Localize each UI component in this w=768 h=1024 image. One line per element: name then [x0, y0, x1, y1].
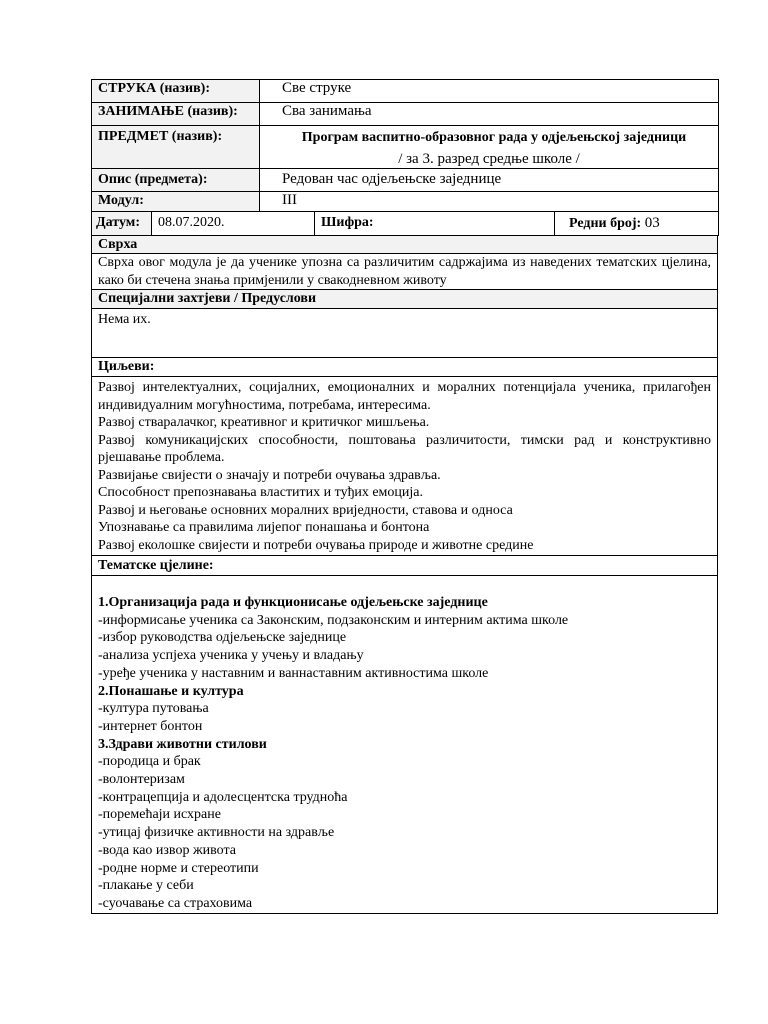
- teme-item: -утицај физичке активности на здравље: [98, 825, 335, 841]
- teme-list: [92, 576, 718, 914]
- row-svrha-heading: [92, 236, 718, 254]
- teme-item: -уређе ученика у наставним и ваннаставним активностима школе: [98, 665, 489, 681]
- teme-item: -породица и брак: [98, 754, 201, 770]
- teme-item: -родне норме и стереотипи: [98, 860, 259, 876]
- teme-item: -контрацепција и адолесцентска трудноћа: [98, 789, 348, 805]
- zanimanje-value: Сва занимања: [260, 103, 719, 126]
- teme-item: -плакање у себи: [98, 878, 194, 894]
- svrha-text: Сврха овог модула је да ученике упозна са различитим садржајима из наведених тематских цјелина, како би стечена знања примјенили у свакодневном животу: [92, 254, 718, 290]
- cilj-item: Развијање свијести о значају и потреби очувања здравља.: [98, 467, 441, 483]
- predmet-value: [260, 126, 719, 169]
- teme-item: -култура путовања: [98, 701, 209, 717]
- row-zahtjevi-heading: [92, 290, 718, 309]
- cilj-item: Развој стваралачког, креативног и критичког мишљења.: [98, 415, 430, 430]
- teme-item: -поремећаји исхране: [98, 807, 221, 823]
- opis-label: Опис (предмета):: [92, 169, 260, 192]
- predmet-subtitle: / за 3. разред средње школе /: [398, 150, 580, 167]
- zanimanje-label: ЗАНИМАЊЕ (назив):: [92, 103, 260, 126]
- teme-heading: Тематске цјелине:: [92, 556, 718, 576]
- sifra-label: Шифра:: [315, 212, 555, 235]
- row-zanimanje: [92, 103, 719, 126]
- struka-value: Све струке: [260, 80, 719, 103]
- row-struka: [92, 80, 719, 103]
- ciljevi-list: [92, 377, 718, 556]
- datum-label: Датум:: [92, 212, 152, 235]
- row-opis: [92, 169, 719, 192]
- teme-section3-title: 3.Здрави животни стилови: [98, 736, 267, 752]
- redni-cell: [555, 212, 719, 235]
- zahtjevi-heading: Специјални захтјеви / Предуслови: [92, 290, 718, 309]
- row-modul: [92, 192, 719, 212]
- content-table: [91, 236, 718, 914]
- teme-item: -избор руководства одјељењске заједнице: [98, 630, 347, 646]
- cilj-item: Развој и његовање основних моралних вриједности, ставова и односа: [98, 502, 513, 518]
- row-predmet: [92, 126, 719, 169]
- teme-item: -вода као извор живота: [98, 842, 236, 858]
- row-teme-heading: [92, 556, 718, 576]
- modul-label: Модул:: [92, 192, 260, 212]
- predmet-label: ПРЕДМЕТ (назив):: [92, 126, 260, 169]
- cilj-item: Упознавање са правилима лијепог понашања и бонтона: [98, 520, 430, 535]
- teme-item: -суочавање са страховима: [98, 895, 253, 911]
- struka-label: СТРУКА (назив):: [92, 80, 260, 103]
- meta-table: [91, 212, 719, 236]
- document-page: [91, 79, 718, 914]
- cilj-item: Развој интелектуалних, социјалних, емоционалних и моралних потенцијала ученика, прилагођен индивидуалним могућностима, потребама, интересима.: [98, 380, 711, 413]
- teme-item: -анализа успјеха ученика у учењу и владању: [98, 648, 364, 664]
- row-svrha-text: [92, 254, 718, 290]
- cilj-item: Развој еколошке свијести и потреби очувања природе и животне средине: [98, 537, 534, 553]
- modul-value: III: [260, 192, 719, 212]
- cilj-item: Развој комуникацијских способности, поштовања различитости, тимски рад и конструктивно рјешавање проблема.: [98, 432, 711, 465]
- teme-item: -информисање ученика са Законским, подзаконским и интерним актима школе: [98, 612, 569, 628]
- ciljevi-heading: Циљеви:: [92, 358, 718, 377]
- teme-item: -интернет бонтон: [98, 718, 203, 734]
- teme-section1-title: 1.Организација рада и функционисање одјељењске заједнице: [98, 595, 488, 610]
- svrha-heading: Сврха: [92, 236, 718, 254]
- row-ciljevi-list: [92, 377, 718, 556]
- redni-value: 03: [644, 215, 660, 231]
- row-ciljevi-heading: [92, 358, 718, 377]
- header-table: [91, 79, 719, 212]
- datum-value: 08.07.2020.: [152, 212, 315, 235]
- teme-section2-title: 2.Понашање и култура: [98, 683, 244, 699]
- zahtjevi-text: Нема их.: [92, 309, 718, 358]
- teme-item: -волонтеризам: [98, 772, 185, 788]
- row-zahtjevi-text: [92, 309, 718, 358]
- opis-value: Редован час одјељењске заједнице: [260, 169, 719, 192]
- row-teme-list: [92, 576, 718, 914]
- predmet-title: Програм васпитно-образовног рада у одјељењској заједници: [301, 130, 687, 145]
- cilj-item: Способност препознавања властитих и туђих емоција.: [98, 485, 424, 500]
- row-meta: [92, 212, 719, 235]
- redni-label: Редни број:: [569, 216, 642, 231]
